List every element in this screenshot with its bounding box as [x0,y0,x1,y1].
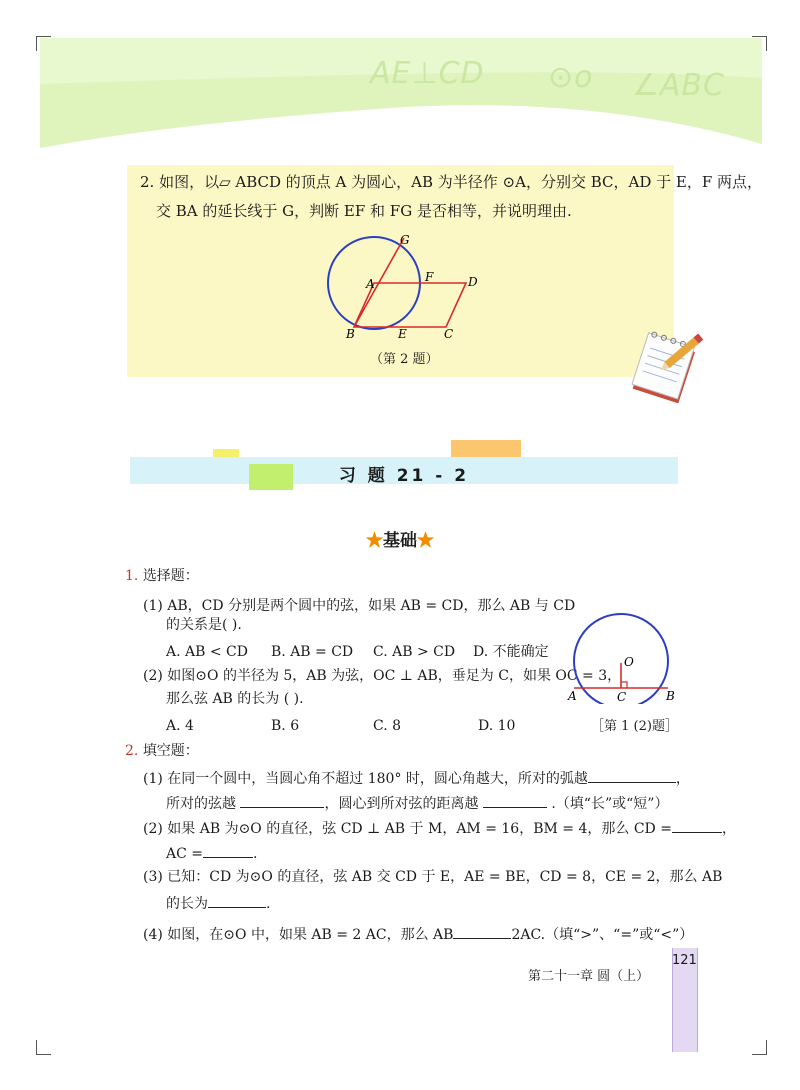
label-c: C [444,327,454,341]
question-1-title [125,567,199,585]
problem-2-caption: （第 2 题） [370,352,439,367]
q2-part3-line2 [166,893,270,913]
q2-part1-line2 [166,793,668,813]
crop-mark-bottom-right [752,1040,767,1055]
q1-part1-line2: 的关系是( ). [166,617,242,633]
chapter-footer: 第二十一章 圆（上） [528,969,650,984]
exercise-title: 习 题 21 - 2 [338,466,470,486]
banner-decor-text: ⊙o [548,60,594,95]
page-number: 121 [672,953,697,968]
q2-part4-text: 2AC.（填“>”、“=”或“<”） [511,927,694,943]
q2-part4-text: (4) 如图，在⊙O 中，如果 AB = 2 AC，那么 AB [143,927,454,943]
q2-part2-text: ， [721,821,736,837]
q2-part2-text: AC = [166,846,204,862]
section-heading [0,526,800,551]
question-title: 填空题： [142,743,199,759]
label-a: A [568,689,577,703]
label-b: B [346,327,355,341]
answer-blank[interactable] [203,843,253,858]
sticky-note-green [249,464,293,490]
q1-part2-option-d: D. 10 [478,718,516,734]
q2-part1-text: .（填“长”或“短”） [551,796,669,812]
q2-part1-text: 所对的弦越 [166,796,236,812]
answer-blank[interactable] [588,768,676,783]
label-o: O [624,655,634,669]
label-g: G [400,233,410,247]
q1-part2-option-c: C. 8 [373,718,402,734]
answer-blank[interactable] [453,924,511,939]
banner-decor-text: AE⊥CD [370,56,485,91]
section-title: 基础 [383,531,417,551]
question-2-title [125,742,199,760]
answer-blank[interactable] [240,793,324,808]
q2-part2-line2 [166,843,257,863]
label-a: A [366,277,375,291]
right-angle-mark [621,682,627,688]
q2-part2-line1 [143,818,736,838]
q2-part1-text: (1) 在同一个圆中，当圆心角不超过 180° 时，圆心角越大，所对的弧越 [143,771,588,787]
label-b: B [666,689,675,703]
crop-mark-bottom-left [36,1040,51,1055]
question-title: 选择题： [142,568,199,584]
q2-part1-line1 [143,768,690,788]
question-number: 1. [125,568,139,584]
question-number: 2. [125,743,139,759]
q1-figure [562,604,690,704]
q1-part1-option-a: A. AB < CD [166,644,248,660]
problem-2-figure [320,228,500,348]
q1-part1-option-d: D. 不能确定 [473,644,549,660]
q2-part4-line [143,924,693,944]
label-f: F [425,270,434,284]
answer-blank[interactable] [672,818,722,833]
answer-blank[interactable] [483,793,547,808]
q1-figure-caption: ［第 1 (2)题］ [591,719,678,734]
q2-part3-text: . [266,896,271,912]
q2-part2-text: (2) 如果 AB 为⊙O 的直径，弦 CD ⊥ AB 于 M，AM = 16，BM = 4，那么 CD = [143,821,672,837]
q1-part2-line1: (2) 如图⊙O 的半径为 5，AB 为弦，OC ⊥ AB，垂足为 C，如果 OC = 3， [143,668,622,684]
q1-part1-line1: (1) AB，CD 分别是两个圆中的弦，如果 AB = CD，那么 AB 与 CD [143,598,576,614]
q2-part2-text: . [253,846,258,862]
q2-part3-line1: (3) 已知：CD 为⊙O 的直径，弦 AB 交 CD 于 E，AE = BE，CD = 8，CE = 2，那么 AB [143,869,723,885]
label-d: D [468,275,478,289]
q2-part1-text: ， [675,771,690,787]
q1-part2-line2: 那么弦 AB 的长为 ( ). [166,691,304,707]
answer-blank[interactable] [208,893,266,908]
q2-part1-text: ，圆心到所对弦的距离越 [324,796,479,812]
label-c: C [617,690,627,704]
q1-part1-option-b: B. AB = CD [271,644,354,660]
q1-part2-option-b: B. 6 [271,718,300,734]
notepad-pencil-icon [626,330,706,408]
star-icon: ★ [366,531,383,551]
q1-part2-option-a: A. 4 [166,718,194,734]
exercise-title-bar [130,457,678,484]
q1-part1-option-c: C. AB > CD [373,644,456,660]
banner-decor-text: ∠ABC [632,68,725,103]
header-banner [40,38,762,148]
q2-part3-text: 的长为 [166,896,208,912]
problem-2-line-2: 交 BA 的延长线于 G，判断 EF 和 FG 是否相等，并说明理由. [156,202,572,220]
label-e: E [398,327,407,341]
problem-2-line-1: 2. 如图，以▱ ABCD 的顶点 A 为圆心，AB 为半径作 ⊙A，分别交 BC，AD 于 E，F 两点， [140,173,763,191]
star-icon: ★ [417,531,434,551]
